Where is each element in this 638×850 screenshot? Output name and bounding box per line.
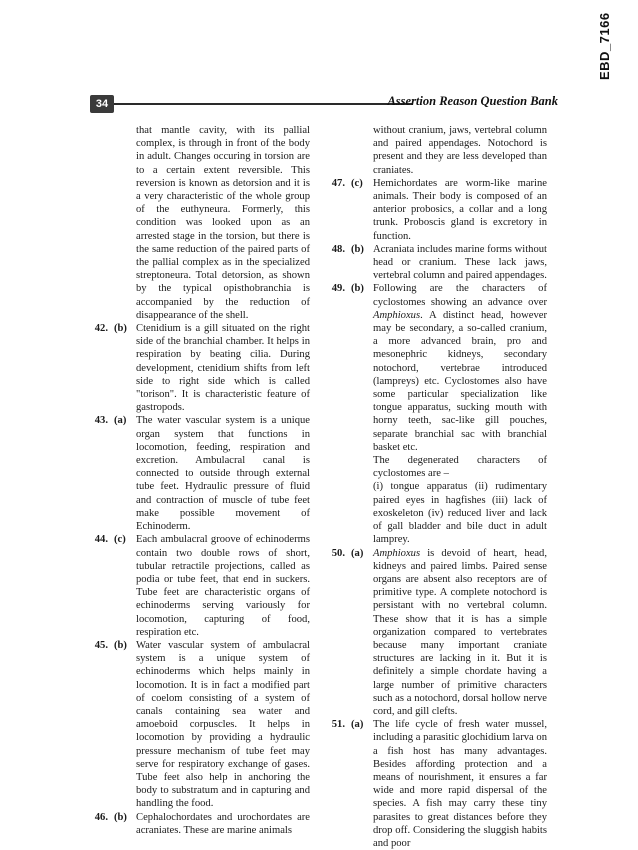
answer-entry-45 (84, 639, 310, 811)
explanation-text: (i) tongue apparatus (ii) rudimentary paired eyes in hagfishes (iii) lack of exoskeleton (iv) reduced liver and lack of gall bladder and bile duct in adult lamprey. (373, 481, 547, 546)
answer-option: (b) (351, 243, 364, 255)
explanation-text: Ctenidium is a gill situated on the right side of the branchial chamber. It helps in respiration by beating cilia. During development, ctenidium shifts from left side to right side which is called "torison". It is characteristic feature of gastropods. (136, 323, 310, 414)
explanation-text: without cranium, jaws, vertebral column and paired appendages. Notochord is present and they are less developed than craniates. (373, 125, 547, 176)
answer-option: (b) (114, 323, 127, 335)
answer-entry-47 (321, 177, 547, 243)
question-number: 48. (331, 243, 345, 255)
right-column (321, 124, 547, 850)
explanation-text: Amphioxus is devoid of heart, head, kidneys and paired limbs. Paired sense organs are absent also receptors are of primitive type. A complete notochord is persistant with no vertebral column. These show that it is has a simple organization compared to vertebrates because many important craniate structures are lacking in it. But it is definitely a simple chordate having a large number of primitive characters such as a notochord, dorsal hollow nerve cord, and gill clefts. (373, 547, 547, 717)
answer-option: (b) (351, 283, 364, 295)
question-number: 51. (331, 719, 345, 731)
answer-option: (a) (351, 719, 364, 731)
answer-entry-44 (84, 533, 310, 639)
answer-option: (b) (114, 639, 127, 651)
explanation-text: Each ambulacral groove of echinoderms contain two double rows of short, tubular retractile projections, called as podia or tube feet, that end in suckers. Tube feet are characteristic organs of echinoderms serving variously for locomotion, capturing of food, respiration etc. (136, 534, 310, 638)
answer-option: (b) (114, 811, 127, 823)
explanation-text: Cephalochordates and urochordates are acraniates. These are marine animals (136, 811, 310, 836)
explanation-text: that mantle cavity, with its pallial complex, is through in front of the body in adult. Changes occuring in torsion are to a certain extent reversible. This reversion is known as detorsion and it is a very characteristic of the whole group of the euthyneura. Formerly, this condition was looked upon as an arrested stage in the torsion, but there is the same reduction of the paired parts of the pallial complex as in the specialized streptoneura. Total detorsion, as shown by the typical opisthobranchia is accompanied by the reduction of disappearance of the shell. (136, 125, 310, 321)
question-number: 44. (94, 534, 108, 546)
answer-entry-48 (321, 243, 547, 283)
answer-entry-46 (84, 811, 310, 837)
question-number: 43. (94, 415, 108, 427)
left-column (84, 124, 310, 837)
document-code: EBD_7166 (597, 12, 612, 80)
explanation-text: Following are the characters of cyclostomes showing an advance over Amphioxus. A distinct head, however may be secondary, a so-called cranium, a more advanced brain, pro and mesonephric kidneys, secondary notochord, vertebrae introduced (lampreys) etc. Cyclostomes also have some particular specialization like tongue apparatus, sucking mouth with horny teeth, sac-like gill pouches, separate branchial sac with branchial basket etc. (373, 283, 547, 453)
answer-option: (a) (114, 415, 127, 427)
answer-entry-42 (84, 322, 310, 414)
question-number: 45. (94, 639, 108, 651)
answer-option: (c) (114, 534, 126, 546)
page-header (86, 93, 558, 115)
answer-option: (a) (351, 547, 364, 559)
explanation-text: Acraniata includes marine forms without head or cranium. These lack jaws, vertebral column and paired appendages. (373, 243, 547, 282)
explanation-text: The degenerated characters of cyclostomes are – (373, 455, 547, 480)
question-number: 47. (331, 177, 345, 189)
answer-entry-49 (321, 282, 547, 546)
page-number: 34 (90, 95, 114, 113)
answer-entry-50 (321, 547, 547, 719)
question-number: 50. (331, 547, 345, 559)
answer-entry-43 (84, 414, 310, 533)
answer-entry-continued (84, 124, 310, 322)
answer-option: (c) (351, 177, 363, 189)
explanation-text: Hemichordates are worm-like marine animals. Their body is composed of an anterior probosics, a collar and a long trunk. Proboscis gland is excretory in function. (373, 177, 547, 242)
question-number: 42. (94, 323, 108, 335)
question-number: 49. (331, 283, 345, 295)
answer-entry-51 (321, 718, 547, 850)
question-number: 46. (94, 811, 108, 823)
explanation-text: The life cycle of fresh water mussel, including a parasitic glochidium larva on a fish host has many advantages. Besides affording protection and a means of nourishment, it ensures a far wide and more rapid dispersal of the species. A fish may carry these tiny parasites to great distances before they drop off. Considering the sluggish habits and poor (373, 719, 547, 849)
book-title: Assertion Reason Question Bank (387, 94, 558, 108)
explanation-text: Water vascular system of ambulacral system is a unique system of echinoderms which helps mainly in locomotion. It is in fact a modified part of coelom consisting of a system of canals containing sea water and amoeboid corpuscles. It helps in locomotion by providing a hydraulic pressure mechanism of tube feet may serve for respiratory exchange of gases. Tube feet also help in anchoring the body to substratum and in capturing and handling the food. (136, 639, 310, 810)
explanation-text: The water vascular system is a unique organ system that functions in locomotion, feeding, respiration and excretion. Ambulacral canal is connected to outside through external tube feet. Hydraulic pressure of fluid and contraction of muscle of tube feet make possible movement of Echinoderm. (136, 415, 310, 533)
answer-entry-continued (321, 124, 547, 177)
header-rule (114, 103, 412, 105)
